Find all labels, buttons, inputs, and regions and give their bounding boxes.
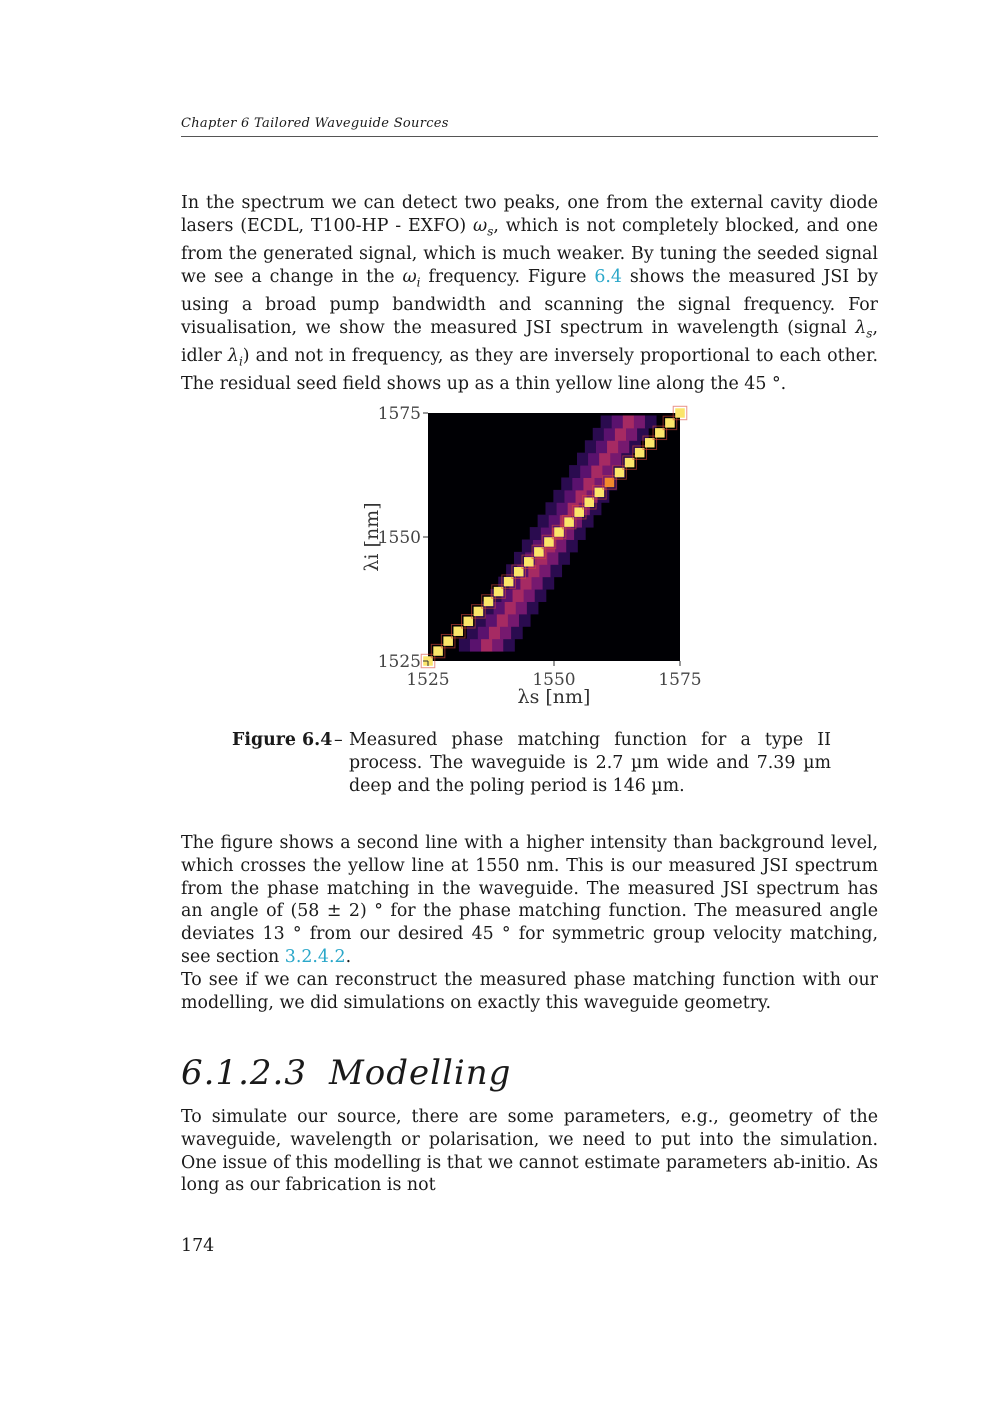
band-cell [566, 539, 578, 552]
band-cell [580, 465, 592, 478]
band-cell [610, 453, 622, 466]
band-cell [601, 415, 613, 428]
x-tick-label: 1550 [532, 670, 576, 690]
x-tick-label: 1575 [658, 670, 702, 690]
caption-dash: – [334, 730, 343, 750]
page-number: 174 [181, 1236, 215, 1256]
band-cell [545, 502, 557, 515]
band-cell [459, 639, 471, 652]
section-heading [181, 1053, 511, 1093]
band-cell [557, 502, 569, 515]
band-cell [561, 477, 573, 490]
band-cell [535, 589, 547, 602]
band-cell [470, 639, 482, 652]
x-tick-label: 1525 [406, 670, 450, 690]
band-cell [497, 614, 509, 627]
band-cell [564, 490, 576, 503]
band-cell [530, 527, 542, 540]
band-cell [514, 552, 526, 565]
band-cell [599, 453, 611, 466]
band-cell [607, 440, 619, 453]
band-cell [539, 564, 551, 577]
band-cell [626, 428, 638, 441]
band-cell [591, 465, 603, 478]
band-cell [527, 601, 539, 614]
caption-label: Figure 6.4 [232, 730, 333, 750]
running-head: Chapter 6 Tailored Waveguide Sources [181, 116, 878, 137]
band-cell [634, 415, 646, 428]
band-cell [593, 428, 605, 441]
y-tick-label: 1525 [377, 652, 421, 672]
band-cell [618, 440, 630, 453]
band-cell [513, 589, 525, 602]
band-cell [550, 564, 562, 577]
paragraph-analysis: The figure shows a second line with a higher intensity than background level, which crosses the yellow line at 1550 nm. This is our measured JSI spectrum from the phase matching in the waveguide. The measured JSI spectrum has an angle of (58 ± 2) ° for the phase matching function. The measured angle deviates 13 ° from our desired 45 ° for symmetric group velocity matching, see section 3.2.4.2. [181, 833, 878, 967]
band-cell [538, 515, 550, 528]
band-cell [572, 477, 584, 490]
paragraph-intro: In the spectrum we can detect two peaks, one from the external cavity diode lasers (ECDL, T100-HP - EXFO) $\omega_s$, which is not completely blocked, and one from the generated signal, which is much weaker. By tuning the seeded signal we see a change in the $\omega_i$ frequency. Figure 6.4 shows the measured JSI by using a broad pump bandwidth and scanning the signal frequency. For visualisation, we show the measured JSI spectrum in wavelength (signal $\lambda_s$, idler $\lambda_i$) and not in frequency, as they are inversely proportional to each other. The residual seed field shows up as a thin yellow line along the 45 °. [181, 193, 879, 395]
band-cell [588, 453, 600, 466]
band-cell [623, 415, 635, 428]
band-cell [583, 477, 595, 490]
y-tick-label: 1575 [377, 404, 421, 424]
band-cell [553, 490, 565, 503]
band-cell [508, 614, 520, 627]
band-cell [505, 601, 517, 614]
band-cell [543, 577, 555, 590]
seed-point [675, 408, 685, 417]
band-cell [555, 539, 567, 552]
band-cell [612, 415, 624, 428]
band-cell [604, 428, 616, 441]
band-cell [486, 614, 498, 627]
band-cell [481, 639, 493, 652]
caption-text: Measured phase matching function for a type II process. The waveguide is 2.7 µm wide and 7.39 µm deep and the poling period is 146 µm. [349, 730, 831, 796]
jsi-heatmap-chart [340, 395, 720, 720]
band-cell [516, 601, 528, 614]
x-axis-label: λs [nm] [517, 686, 591, 708]
band-cell [585, 440, 597, 453]
band-cell [489, 626, 501, 639]
band-cell [615, 428, 627, 441]
band-cell [524, 589, 536, 602]
band-cell [577, 453, 589, 466]
paragraph-reconstruct: To see if we can reconstruct the measured phase matching function with our modelling, we did simulations on exactly this waveguide geometry. [181, 970, 878, 1013]
band-cell [478, 626, 490, 639]
band-cell [569, 465, 581, 478]
band-cell [500, 626, 512, 639]
y-tick-label: 1550 [377, 528, 421, 548]
band-cell [511, 626, 523, 639]
y-axis-label: λi [nm] [361, 502, 383, 572]
band-cell [596, 440, 608, 453]
cross-reference-link[interactable]: 3.2.4.2 [284, 946, 346, 967]
paragraph-modelling: To simulate our source, there are some parameters, e.g., geometry of the waveguide, wavelength or polarisation, we need to put into the simulation. One issue of this modelling is that we cannot estimate parameters ab-initio. As long as our fabrication is not [181, 1107, 878, 1196]
band-cell [532, 577, 544, 590]
band-cell [547, 552, 559, 565]
band-cell [558, 552, 570, 565]
band-cell [519, 614, 531, 627]
band-cell [503, 639, 515, 652]
cross-reference-link[interactable]: 6.4 [594, 266, 623, 287]
section-number: 6.1.2.3 [181, 1053, 307, 1093]
figure-jsi [340, 395, 720, 720]
band-cell [492, 639, 504, 652]
section-title: Modelling [328, 1053, 512, 1093]
